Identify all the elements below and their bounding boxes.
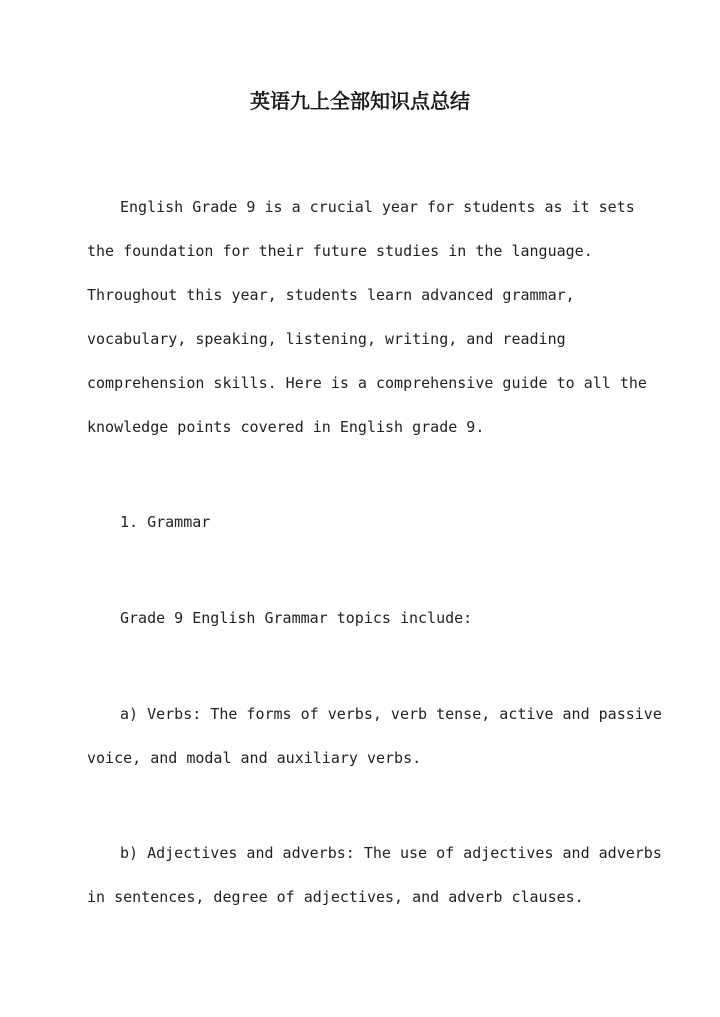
text-line: Throughout this year, students learn advanced grammar, <box>87 286 575 304</box>
text-line: the foundation for their future studies in the language. <box>87 242 593 260</box>
grammar-intro-paragraph <box>87 596 647 640</box>
section-heading-grammar <box>87 500 647 544</box>
text-line: vocabulary, speaking, listening, writing, and reading <box>87 330 566 348</box>
intro-paragraph <box>87 185 647 449</box>
text-line: comprehension skills. Here is a comprehensive guide to all the <box>87 374 647 392</box>
text-line: Grade 9 English Grammar topics include: <box>120 609 473 627</box>
text-line: a) Verbs: The forms of verbs, verb tense, active and passive <box>120 705 662 723</box>
text-line: b) Adjectives and adverbs: The use of adjectives and adverbs <box>120 844 662 862</box>
text-line: knowledge points covered in English grade 9. <box>87 418 485 436</box>
grammar-item-verbs <box>87 692 662 780</box>
text-line: English Grade 9 is a crucial year for students as it sets <box>120 198 635 216</box>
document-title: 英语九上全部知识点总结 <box>250 89 470 113</box>
text-line: voice, and modal and auxiliary verbs. <box>87 749 422 767</box>
grammar-item-adjectives <box>87 831 662 919</box>
text-line: 1. Grammar <box>120 513 211 531</box>
text-line: in sentences, degree of adjectives, and adverb clauses. <box>87 888 584 906</box>
